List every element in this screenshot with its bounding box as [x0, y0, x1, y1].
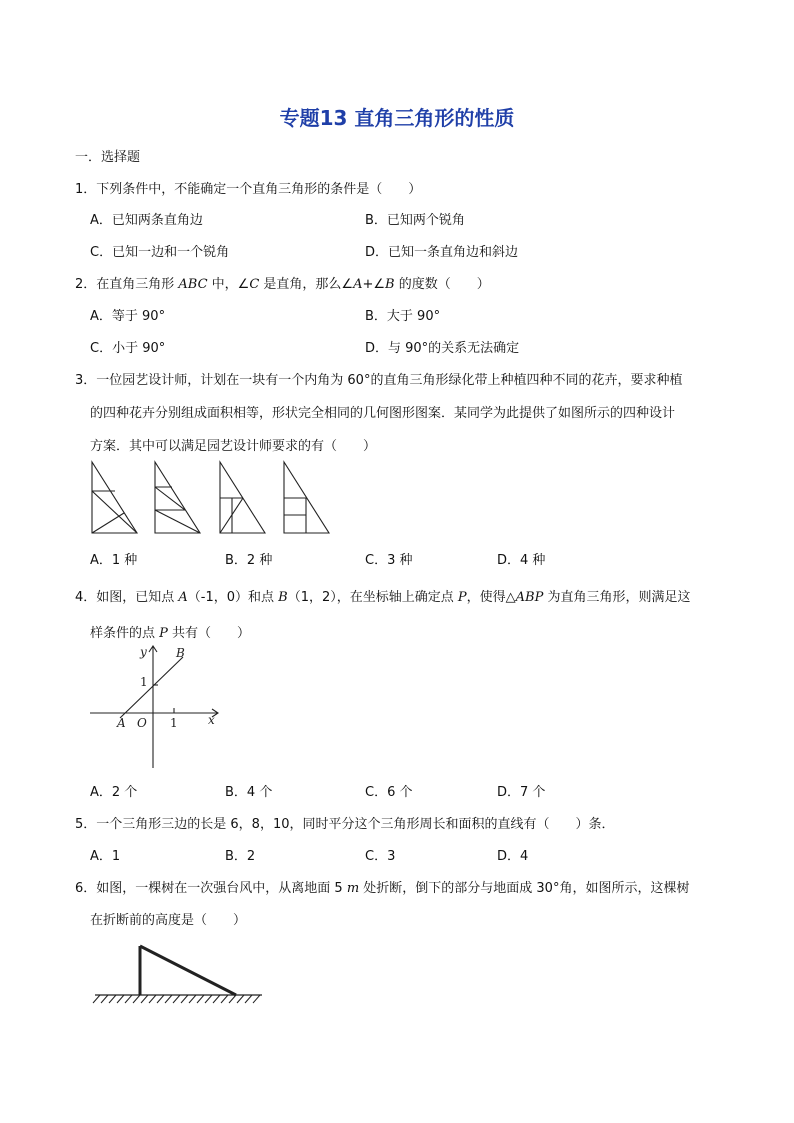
- q4-text-b: （-1，0）和点: [187, 590, 279, 605]
- q3-option-c: C．3 种: [365, 553, 413, 568]
- q2-text-b: 中，∠: [207, 277, 250, 292]
- q1-option-b: B．已知两个锐角: [365, 213, 465, 228]
- question-3-line-2: 的四种花卉分别组成面积相等，形状完全相同的几何图形图案．某同学为此提供了如图所示的四种设计: [90, 406, 676, 421]
- q4-abp: ABP: [515, 590, 544, 605]
- question-5-stem: 5．一个三角形三边的长是 6，8，10，同时平分这个三角形周长和面积的直线有（ ）条．: [75, 817, 615, 832]
- fallen-top: [140, 946, 236, 995]
- q2-abc: ABC: [178, 277, 208, 292]
- label-a: A: [117, 716, 126, 730]
- q2-text-a: 2．在直角三角形: [75, 277, 179, 292]
- hatch-mark: [117, 995, 124, 1003]
- label-b: B: [176, 646, 185, 660]
- label-y: y: [140, 645, 147, 659]
- q3-option-b: B．2 种: [225, 553, 273, 568]
- hatch-mark: [205, 995, 212, 1003]
- hatch-mark: [253, 995, 260, 1003]
- hatch-mark: [221, 995, 228, 1003]
- q2-option-d: D．与 90°的关系无法确定: [365, 341, 520, 356]
- hatch-mark: [109, 995, 116, 1003]
- hatch-mark: [93, 995, 100, 1003]
- q5-option-d: D．4: [497, 849, 529, 864]
- q1-option-c: C．已知一边和一个锐角: [90, 245, 230, 260]
- q4-text-a: 4．如图，已知点: [75, 590, 179, 605]
- q4-option-b: B．4 个: [225, 785, 273, 800]
- label-x-1: 1: [170, 716, 178, 730]
- question-6-line-2: 在折断前的高度是（ ）: [90, 913, 247, 928]
- hatch-mark: [173, 995, 180, 1003]
- label-x: x: [208, 713, 215, 727]
- q4-text-e: 为直角三角形，则满足这: [543, 590, 691, 605]
- q5-option-c: C．3: [365, 849, 396, 864]
- section-heading: 一．选择题: [75, 150, 141, 165]
- q3-option-d: D．4 种: [497, 553, 546, 568]
- label-y-1: 1: [140, 675, 148, 689]
- q6-text-b: 处折断，倒下的部分与地面成 30°角，如图所示，这棵树: [359, 881, 690, 896]
- q2-text-c: 是直角，那么∠: [259, 277, 354, 292]
- q2-c: C: [249, 277, 260, 292]
- hatch-mark: [245, 995, 252, 1003]
- hatch-mark: [237, 995, 244, 1003]
- q4-point-b: B: [278, 590, 288, 605]
- q5-option-a: A．1: [90, 849, 121, 864]
- hatch-mark: [189, 995, 196, 1003]
- hatch-mark: [157, 995, 164, 1003]
- page-title: 专题13 直角三角形的性质: [279, 106, 515, 130]
- q2-option-a: A．等于 90°: [90, 309, 166, 324]
- hatch-mark: [213, 995, 220, 1003]
- q4-option-c: C．6 个: [365, 785, 413, 800]
- question-1-stem: 1．下列条件中，不能确定一个直角三角形的条件是（ ）: [75, 182, 422, 197]
- q2-plus: +∠: [362, 277, 386, 292]
- question-3-line-3: 方案．其中可以满足园艺设计师要求的有（ ）: [90, 439, 377, 454]
- q4-text-g: 共有（ ）: [167, 626, 251, 641]
- q4-point-p-2: P: [159, 626, 168, 641]
- q4-option-d: D．7 个: [497, 785, 546, 800]
- hatch-mark: [181, 995, 188, 1003]
- q2-a: A: [353, 277, 363, 292]
- q4-point-p: P: [457, 590, 467, 605]
- hatch-mark: [197, 995, 204, 1003]
- q3-option-a: A．1 种: [90, 553, 138, 568]
- question-3-line-1: 3．一位园艺设计师，计划在一块有一个内角为 60°的直角三角形绿化带上种植四种不同的花卉，要求种植: [75, 373, 683, 388]
- label-o: O: [137, 716, 147, 730]
- hatch-mark: [125, 995, 132, 1003]
- q4-text-c: （1，2），在坐标轴上确定点: [287, 590, 458, 605]
- q1-option-d: D．已知一条直角边和斜边: [365, 245, 519, 260]
- q4-text-d: ，使得△: [466, 590, 516, 605]
- q5-option-b: B．2: [225, 849, 256, 864]
- q2-option-c: C．小于 90°: [90, 341, 166, 356]
- q2-b: B: [385, 277, 395, 292]
- hatch-mark: [165, 995, 172, 1003]
- hatch-mark: [141, 995, 148, 1003]
- q1-option-a: A．已知两条直角边: [90, 213, 203, 228]
- hatch-mark: [149, 995, 156, 1003]
- q4-point-a: A: [178, 590, 188, 605]
- q2-option-b: B．大于 90°: [365, 309, 441, 324]
- ground-hatching: [93, 995, 260, 1003]
- hatch-mark: [133, 995, 140, 1003]
- q6-unit-m: m: [346, 881, 360, 896]
- q2-text-d: 的度数（ ）: [394, 277, 490, 292]
- hatch-mark: [229, 995, 236, 1003]
- q4-text-f: 样条件的点: [90, 626, 160, 641]
- hatch-mark: [101, 995, 108, 1003]
- q4-option-a: A．2 个: [90, 785, 138, 800]
- q6-text-a: 6．如图，一棵树在一次强台风中，从离地面 5: [75, 881, 347, 896]
